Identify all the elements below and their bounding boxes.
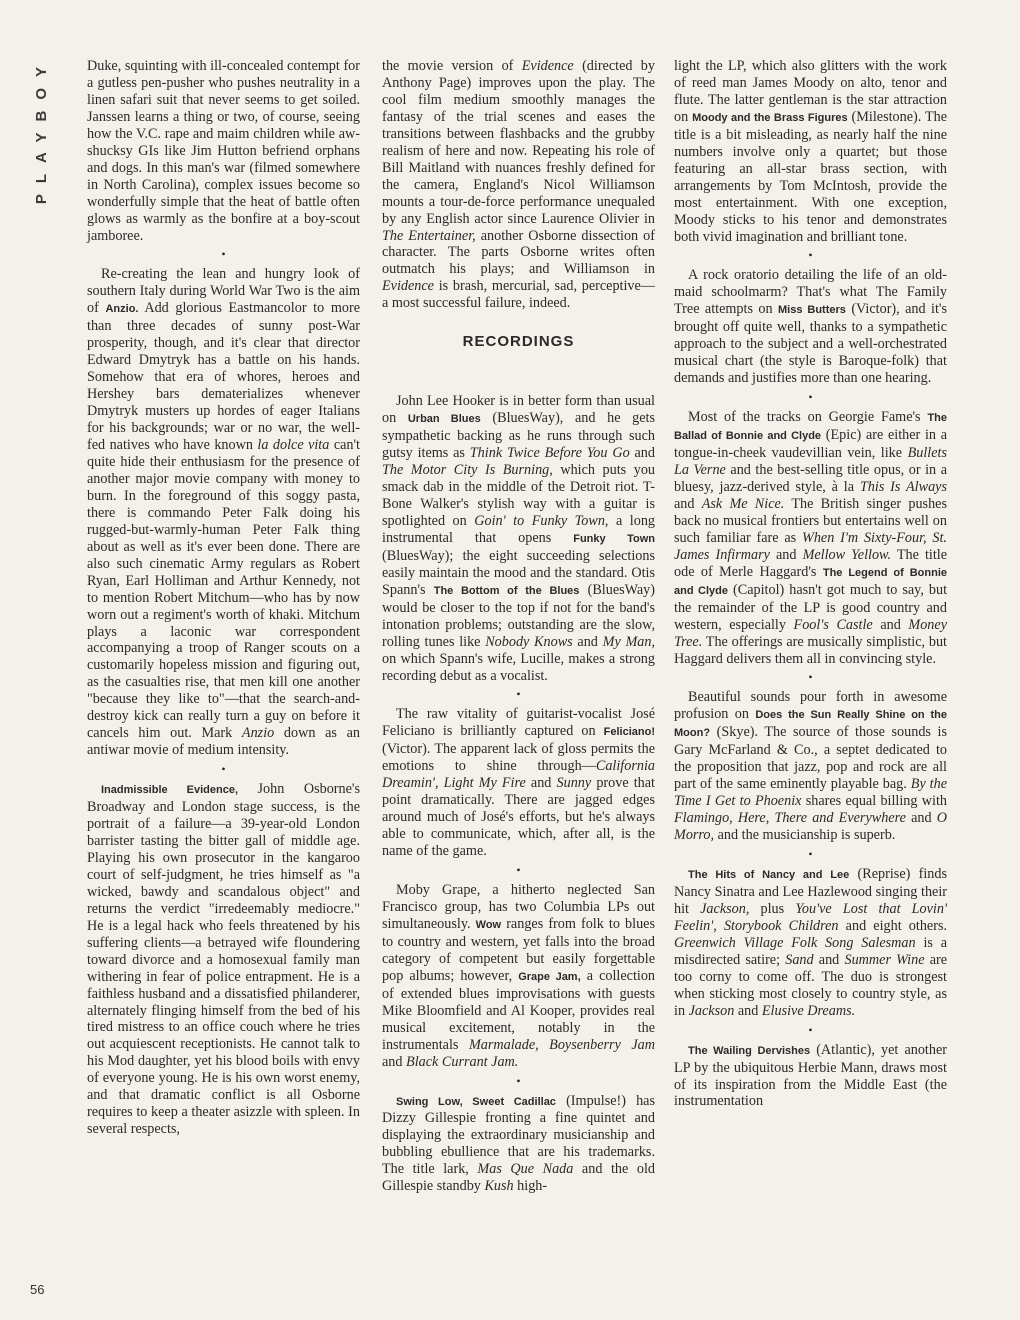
album-title: Feliciano! [603,726,655,739]
italic-title: Anzio [241,725,275,742]
paragraph: John Lee Hooker is in better form than usual on Urban Blues (BluesWay), and he gets sympathetic backing as he runs through such gutsy items as Think Twice Before You Go and The Motor City Is Burning, which puts you smack dab in the middle of the Detroit riot. T-Bone Walker's stylish way with a guitar is spotlighted on Goin' to Funky Town, a long instrumental that opens Funky Town (BluesWay); the eight succeeding selections easily maintain the mood and the standard. Otis Spann's The Bottom of the Blues (BluesWay) would be closer to the top if not for the band's intonation problems; outstanding are the slow, rolling tunes like Nobody Knows and My Man, on which Spann's wife, Lucille, makes a strong recording debut as a vocalist. [382,393,656,684]
film-title: Anzio. [105,303,139,316]
section-separator: • [516,863,521,878]
paragraph: Re-creating the lean and hungry look of southern Italy during World War Two is the aim of Anzio. Add glorious Eastmancolor to more than three decades of sunny post-War prosperity, though, and it's clear that director Edward Dmytryk has a battle on his hands. Somehow that era of whores, heroes and Hershey bars dematerializes whenever Dmytryk musters up hordes of eager Italians for his backgrounds; war or no war, the well-fed natives who have known la dolce vita can't quite hide their enthusiasm for the presence of another major movie company with money to burn. In the foreground of this soggy pasta, there is commando Peter Falk doing his rugged-but-warmly-human Peter Falk thing about as well as it's ever been done. There are also such cinematic Army regulars as Robert Ryan, Earl Holliman and Arthur Kennedy, not to mention Robert Mitchum—who has by now worn out a regiment's worth of khaki. Mitchum plays a laconic war correspondent accompanying a troop of Ranger scouts on a customarily hopeless mission and figuring out, as the casualties rise, that men kill one another "because they like to"—that the search-and-destroy kick can really turn a guy on before it cancels him out. Mark Anzio down as an antiwar movie of medium intensity. [87,266,360,759]
album-title: Wow [475,918,502,931]
italic-title: la dolce vita [257,437,330,454]
paragraph: Beautiful sounds pour forth in awesome profusion on Does the Sun Really Shine on the Moon? (Skye). The source of those sounds is Gary McFarland & Co., a septet dedicated to the proposition that jazz, pop and rock are all part of the same eminently playable bag. By the Time I Get to Phoenix shares equal billing with Flamingo, Here, There and Everywhere and O Morro, and the musicianship is superb. [674,689,948,844]
magazine-masthead: PLAYBOY [33,56,50,205]
section-separator: • [808,670,813,685]
film-title: Inadmissible Evidence, [101,784,239,797]
paragraph: Most of the tracks on Georgie Fame's The Ballad of Bonnie and Clyde (Epic) are either in a tongue-in-cheek vaudevillian vein, like Bullets La Verne and the best-selling title opus, or in a bluesy, jazz-derived style, à la This Is Always and Ask Me Nice. The British singer pushes back no musical frontiers but entertains well on such familiar fare as When I'm Sixty-Four, St. James Infirmary and Mellow Yellow. The title ode of Merle Haggard's The Legend of Bonnie and Clyde (Capitol) hasn't got much to say, but the remainder of the LP is good country and western, especially Fool's Castle and Money Tree. The offerings are musically simplistic, but Haggard delivers them all in convincing style. [674,409,948,667]
paragraph: light the LP, which also glitters with the work of reed man James Moody on alto, tenor and flute. The latter gentleman is the star attraction on Moody and the Brass Figures (Milestone). The title is a bit misleading, as nearly half the nine numbers involve only a quartet; but those featuring an all-star brass section, with arrangements by Tom McIntosh, provide the most entertainment. With one exception, Moody sticks to his tenor and demonstrates both vivid imagination and brilliant tone. [674,58,948,245]
paragraph: the movie version of Evidence (directed by Anthony Page) improves upon the play. The cool film medium smoothly manages the fantasy of the trial scenes and eases the transitions between flashbacks and the grubby realism of here and now. Repeating his role of Bill Maitland with nuances freshly defined for the camera, England's Nicol Williamson mounts a tour-de-force performance unequaled by any English actor since Laurence Olivier in The Entertainer, another Osborne dissection of character. The parts Osborne writes often outmatch his plays; and Williamson in Evidence is brash, mercurial, sad, perceptive—a most successful failure, indeed. [382,58,655,312]
album-title: The Ballad of Bonnie and Clyde [674,412,947,443]
album-title: Funky Town [573,532,655,545]
album-title: Swing Low, Sweet Cadillac [396,1095,556,1108]
album-title: Does the Sun Really Shine on the Moon? [674,709,948,740]
album-title: The Wailing Dervishes [688,1044,811,1057]
section-heading: RECORDINGS [462,333,575,351]
paragraph: Swing Low, Sweet Cadillac (Impulse!) has Dizzy Gillespie fronting a fine quintet and displaying the extraordinary musicianship and bubbling ebullience that are his trademarks. The title lark, Mas Que Nada and the old Gillespie standby Kush high- [382,1092,656,1195]
paragraph: Inadmissible Evidence, John Osborne's Broadway and London stage success, is the portrait of a failure—a 39-year-old London barrister tasting the bitter gall of middle age. Playing his own prosecutor in the kangaroo court of self-judgment, he tries himself as "a wicked, bawdy and scandalous object" and returns the verdict "irredeemably mediocre." He is a legal hack who feels threatened by his suffering clients—a betrayed wife floundering toward divorce and a homosexual family man withering in fear of police entrapment. He is a faithless husband and a dissatisfied philanderer, alternately flinging himself from the bed of his tired mistress to an office couch where he tries out acquiescent receptionists. He cannot talk to his Mod daughter, yet his blood boils with envy of everyone young. He is his own worst enemy, and that dramatic conflict is all Osborne requires to keep a theater asizzle with spleen. In several respects, [87,781,360,1138]
section-separator: • [516,1073,521,1088]
album-title: The Bottom of the Blues [433,584,580,597]
album-title: The Hits of Nancy and Lee [688,869,850,882]
paragraph: Moby Grape, a hitherto neglected San Francisco group, has two Columbia LPs out simultaneously. Wow ranges from folk to blues to country and western, yet falls into the broad category of competent but easily forgettable pop albums; however, Grape Jam, a collection of extended blues improvisations with guests Mike Bloomfield and Al Kooper, provides real musical excitement, notably in the instrumentals Marmalade, Boysenberry Jam and Black Currant Jam. [382,882,656,1070]
page-number: 56 [30,1282,45,1297]
text-column-2 [382,58,655,1195]
album-title: Urban Blues [407,413,481,426]
paragraph: Duke, squinting with ill-concealed contempt for a gutless pen-pusher who pushes neutrality in a linen safari suit that never seems to get soiled. Janssen learns a thing or two, of course, seeing how the V.C. rape and maim children while aw-shucksy GIs like Jim Hutton befriend orphans and dogs. In this man's war (filmed somewhere in North Carolina), complex issues become so wonderfully simple that the heat of battle often glows as warmly as the bonfire at a boy-scout jamboree. [87,58,360,244]
section-separator: • [516,687,521,702]
section-separator: • [221,762,226,777]
paragraph: The Wailing Dervishes (Atlantic), yet another LP by the ubiquitous Herbie Mann, draws most of its inspiration from the Middle East (the instrumentation [674,1041,947,1110]
text-column-1 [87,58,360,1138]
text-column-3 [674,58,947,1110]
section-separator: • [221,247,226,262]
section-separator: • [808,847,813,862]
album-title: Miss Butters [778,304,846,317]
section-separator: • [808,390,813,405]
section-separator: • [808,1022,813,1037]
paragraph: The Hits of Nancy and Lee (Reprise) finds Nancy Sinatra and Lee Hazlewood singing their hit Jackson, plus You've Lost that Lovin' Feelin', Storybook Children and eight others. Greenwich Village Folk Song Salesman is a misdirected satire; Sand and Summer Wine are too corny to come off. The duo is strongest when sticking most closely to country style, as in Jackson and Elusive Dreams. [674,866,948,1019]
paragraph: The raw vitality of guitarist-vocalist José Feliciano is brilliantly captured on Feliciano! (Victor). The apparent lack of gloss permits the emotions to shine through—California Dreamin', Light My Fire and Sunny prove that point dramatically. There are jagged edges around much of José's efforts, but he's always able to communicate, which, after all, is the name of the game. [382,706,655,860]
paragraph: A rock oratorio detailing the life of an old-maid schoolmarm? That's what The Family Tree attempts on Miss Butters (Victor), and it's brought off quite well, thanks to a sympathetic approach to the subject and a well-orchestrated musical chart (the style is Baroque-folk) that demands and justifies more than one hearing. [674,267,947,387]
album-title: Moody and the Brass Figures [692,111,848,124]
album-title: Grape Jam, [518,970,581,983]
album-title: The Legend of Bonnie and Clyde [674,566,947,597]
section-separator: • [808,248,813,263]
